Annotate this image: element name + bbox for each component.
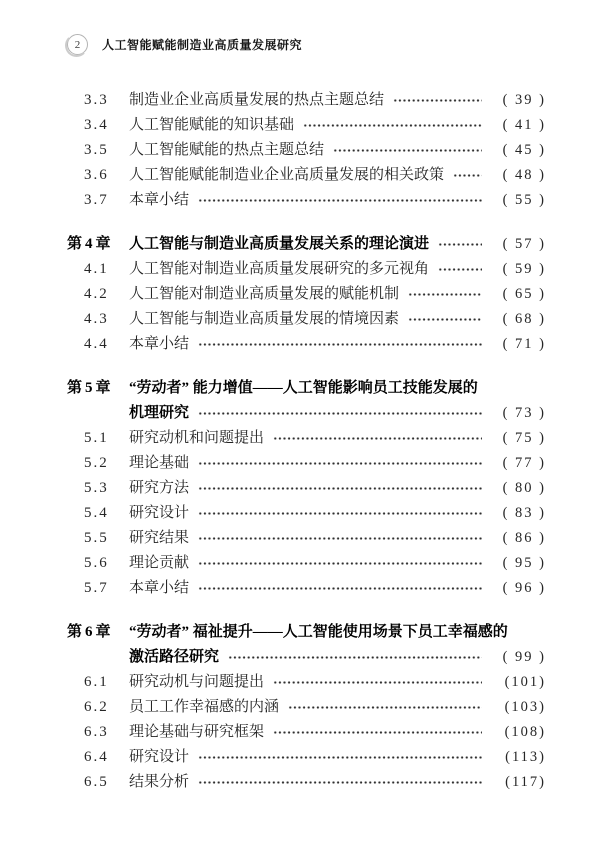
page-number-badge [67,34,88,55]
entry-page: (101) [504,674,546,690]
dot-leader [198,337,482,352]
chapter-title-line1: “劳动者” 能力增值——人工智能影响员工技能发展的 [129,380,478,396]
dot-leader [198,581,482,596]
entry-title: 研究设计 [129,505,190,521]
dot-leader [198,481,482,496]
dot-leader [198,750,482,765]
entry-number: 6.5 [84,774,109,790]
dot-leader [438,237,482,252]
entry-number: 5.3 [84,480,109,496]
toc-entry [67,426,546,451]
chapter-number: 第6章 [67,624,114,640]
entry-number: 6.2 [84,699,109,715]
entry-number: 5.2 [84,455,109,471]
chapter-title-line1: “劳动者” 福祉提升——人工智能使用场景下员工幸福感的 [129,624,508,640]
entry-page: (103) [504,699,546,715]
entry-page: ( 96 ) [502,580,546,596]
entry-number: 3.3 [84,92,109,108]
entry-title: 人工智能赋能的热点主题总结 [129,142,325,158]
toc-entry [67,257,546,282]
entry-page: ( 39 ) [502,92,546,108]
toc-entry [67,695,546,720]
toc-entry [67,188,546,213]
toc-entry [67,332,546,357]
entry-page: (113) [505,749,546,765]
toc-chapter-heading [67,376,546,401]
entry-title: 员工工作幸福感的内涵 [129,699,280,715]
toc-chapter-heading [67,620,546,645]
toc-entry [67,88,546,113]
dot-leader [198,775,482,790]
entry-title: 研究设计 [129,749,190,765]
entry-page: ( 95 ) [502,555,546,571]
toc-entry [67,451,546,476]
toc-entry [67,476,546,501]
entry-page: ( 65 ) [502,286,546,302]
entry-page: ( 55 ) [502,192,546,208]
entry-page: ( 59 ) [502,261,546,277]
entry-title: 理论贡献 [129,555,190,571]
entry-title: 研究动机与问题提出 [129,674,265,690]
toc-section-ch6 [67,620,546,795]
entry-number: 4.3 [84,311,109,327]
entry-title: 理论基础与研究框架 [129,724,265,740]
entry-number: 3.7 [84,192,109,208]
entry-title: 研究结果 [129,530,190,546]
chapter-title: 人工智能与制造业高质量发展关系的理论演进 [129,236,430,252]
toc-section-ch5 [67,376,546,601]
dot-leader [288,700,482,715]
toc-entry [67,526,546,551]
dot-leader [453,168,482,183]
table-of-contents [67,88,546,795]
toc-entry [67,282,546,307]
chapter-number: 第5章 [67,380,114,396]
entry-page: ( 80 ) [502,480,546,496]
entry-title: 研究方法 [129,480,190,496]
dot-leader [198,506,482,521]
entry-number: 6.1 [84,674,109,690]
dot-leader [408,287,482,302]
entry-title: 本章小结 [129,580,190,596]
dot-leader [273,431,482,446]
toc-section-ch3 [67,88,546,213]
entry-title: 制造业企业高质量发展的热点主题总结 [129,92,385,108]
chapter-title-line2: 激活路径研究 [129,649,220,665]
entry-page: ( 83 ) [502,505,546,521]
chapter-page: ( 73 ) [502,405,546,421]
entry-number: 5.6 [84,555,109,571]
entry-title: 人工智能赋能的知识基础 [129,117,295,133]
entry-page: ( 75 ) [502,430,546,446]
entry-page: ( 45 ) [502,142,546,158]
entry-title: 人工智能与制造业高质量发展的情境因素 [129,311,400,327]
dot-leader [393,93,482,108]
entry-page: ( 41 ) [502,117,546,133]
dot-leader [198,556,482,571]
entry-number: 4.1 [84,261,109,277]
entry-title: 研究动机和问题提出 [129,430,265,446]
entry-number: 5.7 [84,580,109,596]
toc-chapter-heading-continuation [67,645,546,670]
page-number: 2 [74,38,81,51]
entry-page: ( 86 ) [502,530,546,546]
toc-entry [67,551,546,576]
dot-leader [198,406,482,421]
toc-entry [67,501,546,526]
toc-entry [67,720,546,745]
entry-title: 理论基础 [129,455,190,471]
entry-title: 人工智能赋能制造业企业高质量发展的相关政策 [129,167,445,183]
entry-number: 5.5 [84,530,109,546]
toc-chapter-heading-continuation [67,401,546,426]
entry-number: 4.2 [84,286,109,302]
toc-entry [67,163,546,188]
entry-page: ( 68 ) [502,311,546,327]
entry-page: ( 71 ) [502,336,546,352]
chapter-page: ( 99 ) [502,649,546,665]
entry-number: 3.6 [84,167,109,183]
toc-section-ch4 [67,232,546,357]
entry-number: 6.3 [84,724,109,740]
page-header [67,34,302,55]
dot-leader [273,725,482,740]
dot-leader [198,531,482,546]
toc-chapter-heading [67,232,546,257]
entry-number: 3.5 [84,142,109,158]
toc-entry [67,138,546,163]
entry-number: 5.1 [84,430,109,446]
toc-entry [67,745,546,770]
entry-title: 人工智能对制造业高质量发展的赋能机制 [129,286,400,302]
toc-entry [67,770,546,795]
entry-number: 5.4 [84,505,109,521]
entry-number: 4.4 [84,336,109,352]
entry-page: (108) [504,724,546,740]
entry-title: 人工智能对制造业高质量发展研究的多元视角 [129,261,430,277]
entry-title: 本章小结 [129,336,190,352]
entry-number: 3.4 [84,117,109,133]
entry-number: 6.4 [84,749,109,765]
running-title: 人工智能赋能制造业高质量发展研究 [102,38,303,52]
entry-title: 本章小结 [129,192,190,208]
dot-leader [198,193,482,208]
chapter-number: 第4章 [67,236,114,252]
toc-entry [67,113,546,138]
dot-leader [228,650,482,665]
entry-title: 结果分析 [129,774,190,790]
toc-entry [67,307,546,332]
toc-entry [67,670,546,695]
dot-leader [438,262,482,277]
entry-page: (117) [505,774,546,790]
chapter-title-line2: 机理研究 [129,405,190,421]
toc-entry [67,576,546,601]
dot-leader [273,675,482,690]
dot-leader [408,312,482,327]
dot-leader [303,118,482,133]
entry-page: ( 48 ) [502,167,546,183]
dot-leader [333,143,482,158]
chapter-page: ( 57 ) [502,236,546,252]
entry-page: ( 77 ) [502,455,546,471]
dot-leader [198,456,482,471]
